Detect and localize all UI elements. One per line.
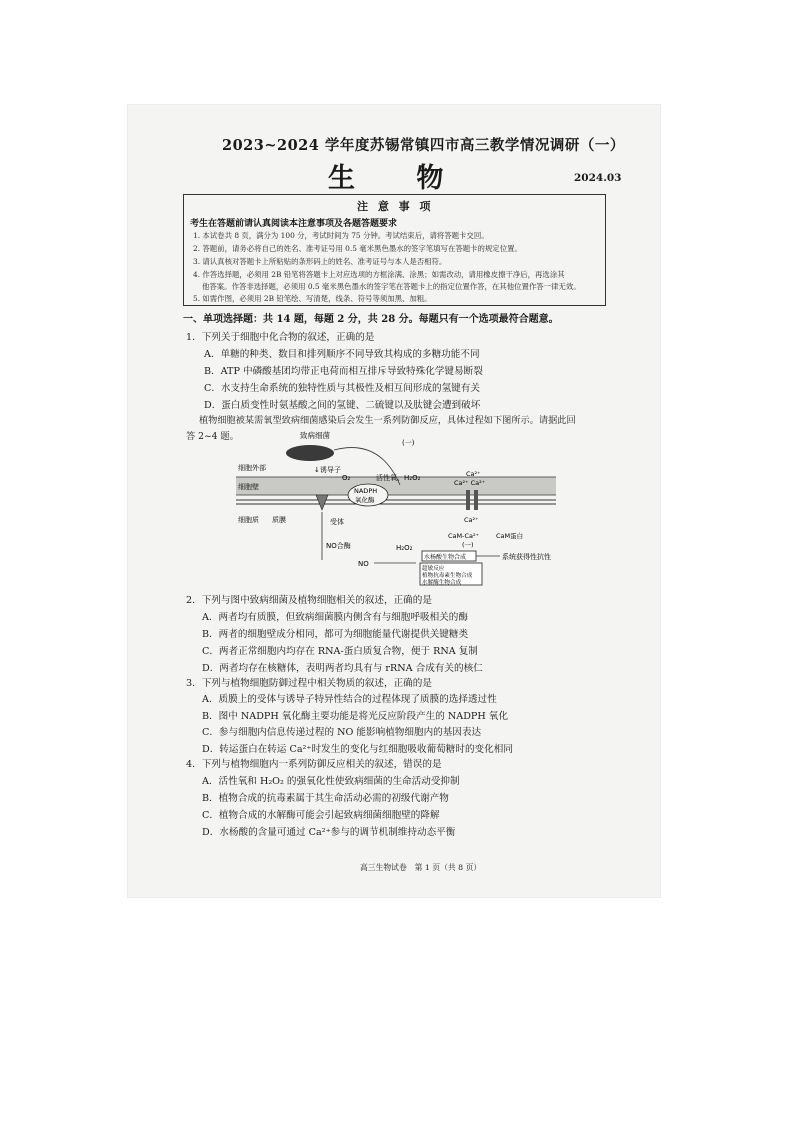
cam-ca-label: CaM-Ca²⁺ [448,532,480,540]
hydrolase-label: 水解酶生物合成 [422,580,462,586]
notice-line: 4. 作答选择题，必须用 2B 铅笔将答题卡上对应选项的方框涂满、涂黑；如需改动，请用橡皮擦干净后，再选涂其 [193,270,565,279]
membrane-label: 质膜 [272,516,286,524]
nadph-label: NADPH [354,487,378,495]
notice-line: 5. 如需作图，必须用 2B 铅笔绘、写清楚，线条、符号等须加黑、加粗。 [193,294,432,303]
question-2-option-c: C．两者正常细胞内均存在 RNA-蛋白质复合物，便于 RNA 复制 [202,646,478,657]
notice-line: 他答案。作答非选择题，必须用 0.5 毫米黑色墨水的签字笔在答题卡上的指定位置作答，在其他位置作答一律无效。 [202,282,581,291]
systemic-resistance-label: 系统获得性抗性 [502,553,551,561]
page-footer: 高三生物试卷 第 1 页（共 8 页） [360,863,482,872]
question-3-option-b: B．图中 NADPH 氧化酶主要功能是将光反应阶段产生的 NADPH 氧化 [202,711,508,722]
question-1-option-c: C．水支持生命系统的独特性质与其极性及相互间形成的氢键有关 [204,383,480,394]
wall-label: 细胞壁 [238,483,259,491]
cam-inhibit-label: (一) [462,541,474,549]
question-1-option-d: D．蛋白质变性时氨基酸之间的氢键、二硫键以及肽键会遭到破坏 [204,400,481,411]
inducer-label: ↓诱导子 [314,466,341,474]
ca-label: Ca²⁺ Ca²⁺ [454,479,486,487]
no-label: NO [358,560,369,568]
question-1-stem: 1．下列关于细胞中化合物的叙述，正确的是 [186,332,375,343]
question-2-option-d: D．两者均存在核糖体，表明两者均具有与 rRNA 合成有关的核仁 [202,663,483,674]
exam-date: 2024.03 [574,172,622,184]
question-3-option-a: A．质膜上的受体与诱导子特异性结合的过程体现了质膜的选择透过性 [202,694,497,705]
phytoalexin-label: 植物抗毒素生物合成 [422,573,473,579]
question-4-stem: 4．下列与植物细胞内一系列防御反应相关的叙述，错误的是 [186,759,442,770]
bacterium-shape [286,445,334,461]
question-4-option-c: C．植物合成的水解酶可能会引起致病细菌细胞壁的降解 [202,810,440,821]
question-4-option-d: D．水杨酸的含量可通过 Ca²⁺参与的调节机制维持动态平衡 [202,827,456,838]
no-synthase-label: NO合酶 [326,542,351,550]
notice-subheading: 考生在答题前请认真阅读本注意事项及各题答题要求 [190,219,398,229]
oxidase-label: 氧化酶 [355,496,375,504]
outside-label: 细胞外部 [238,464,266,472]
salicylic-acid-label: 水杨酸生物合成 [424,554,467,561]
section-heading: 一、单项选择题：共 14 题，每题 2 分，共 28 分。每题只有一个选项最符合题意。 [183,314,559,325]
notice-line: 3. 请认真核对答题卡上所粘贴的条形码上的姓名、准考证号与本人是否相符。 [193,257,447,266]
h2o2-label: H₂O₂ [396,544,413,552]
question-2-stem: 2．下列与图中致病细菌及植物细胞相关的叙述，正确的是 [186,595,432,606]
bacterium-label: 致病细菌 [300,431,330,440]
question-3-option-c: C．参与细胞内信息传递过程的 NO 能影响植物细胞内的基因表达 [202,727,482,738]
question-4-option-b: B．植物合成的抗毒素属于其生命活动必需的初级代谢产物 [202,793,449,804]
exam-title: 2023~2024 学年度苏锡常镇四市高三教学情况调研（一） [222,137,625,154]
ca-label: Ca²⁺ [464,516,479,524]
subject-title: 生 物 [328,163,470,194]
inhibit-label: (一) [402,439,415,447]
notice-line: 1. 本试卷共 8 页，满分为 100 分，考试时间为 75 分钟。考试结束后，请将答题卡交回。 [193,231,489,240]
hypersensitive-label: 超敏反应 [422,566,445,572]
plant-defense-diagram [230,431,560,586]
question-1-option-b: B．ATP 中磷酸基团均带正电荷而相互排斥导致特殊化学键易断裂 [204,366,483,377]
ros-label: 活性氧、H₂O₂ [376,474,421,482]
question-3-option-d: D．转运蛋白在转运 Ca²⁺时发生的变化与红细胞吸收葡萄糖时的变化相同 [202,744,513,755]
notice-line: 2. 答题前，请务必将自己的姓名、准考证号用 0.5 毫米黑色墨水的签字笔填写在答题卡的规定位置。 [193,244,522,253]
o2-label: O₂ [342,474,351,482]
question-3-stem: 3．下列与植物细胞防御过程中相关物质的叙述，正确的是 [186,678,432,689]
diagram-intro-cont: 答 2~4 题。 [186,431,239,442]
question-1-option-a: A．单糖的种类、数目和排列顺序不同导致其构成的多糖功能不同 [204,349,480,360]
question-2-option-b: B．两者的细胞壁成分相同，都可为细胞能量代谢提供关键糖类 [202,629,469,640]
notice-heading: 注 意 事 项 [357,200,434,213]
ca-label: Ca²⁺ [466,470,481,478]
question-2-option-a: A．两者均有质膜，但致病细菌膜内侧含有与细胞呼吸相关的酶 [202,612,468,623]
diagram-intro: 植物细胞被某需氧型致病细菌感染后会发生一系列防御反应，具体过程如下图所示。请据此回 [199,415,576,426]
question-4-option-a: A．活性氧和 H₂O₂ 的强氧化性使致病细菌的生命活动受抑制 [202,776,460,787]
receptor-label: 受体 [330,518,344,526]
cytoplasm-label: 细胞质 [238,516,259,524]
cam-label: CaM蛋白 [496,532,524,540]
